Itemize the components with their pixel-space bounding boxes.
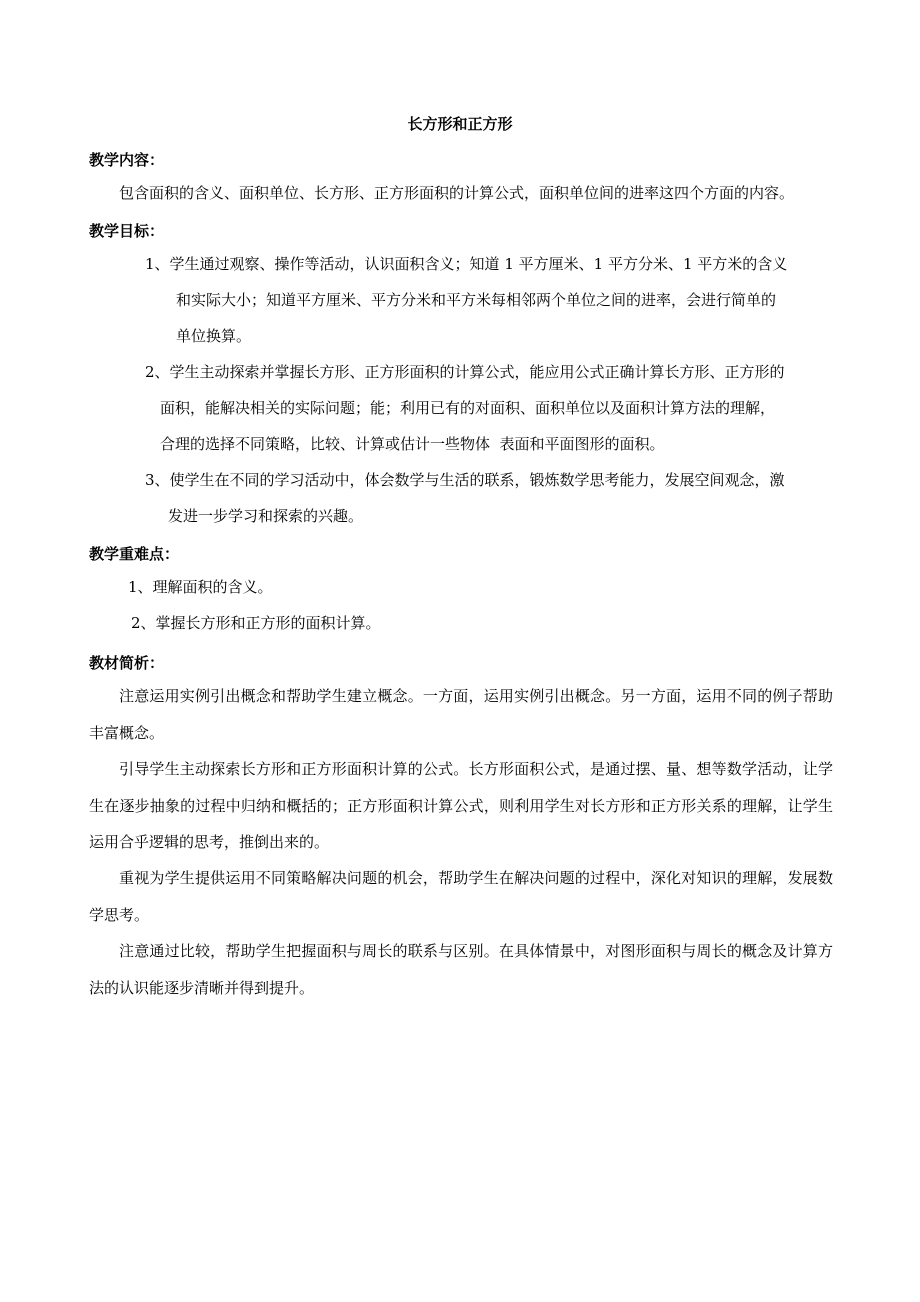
- goal-item-2-line-1: 2、学生主动探索并掌握长方形、正方形面积的计算公式，能应用公式正确计算长方形、正方形的: [145, 363, 785, 381]
- key-point-item-1: 1、理解面积的含义。: [128, 578, 273, 596]
- goal-item-1-line-1: 1、学生通过观察、操作等活动，认识面积含义；知道 1 平方厘米、1 平方分米、1 平方米的含义: [145, 255, 788, 273]
- analysis-paragraph-3: 重视为学生提供运用不同策略解决问题的机会，帮助学生在解决问题的过程中，深化对知识的理解，发展数学思考。: [89, 869, 833, 924]
- page-title: 长方形和正方形: [407, 115, 513, 133]
- goal-item-1-line-3: 单位换算。: [176, 327, 252, 345]
- key-point-item-2: 2、掌握长方形和正方形的面积计算。: [131, 614, 381, 632]
- analysis-paragraph-4: 注意通过比较，帮助学生把握面积与周长的联系与区别。在具体情景中，对图形面积与周长的概念及计算方法的认识能逐步清晰并得到提升。: [89, 942, 833, 997]
- analysis-paragraph-1: 注意运用实例引出概念和帮助学生建立概念。一方面，运用实例引出概念。另一方面，运用不同的例子帮助丰富概念。: [89, 687, 833, 742]
- section-heading-goals: 教学目标：: [89, 222, 165, 240]
- goal-item-3-line-2: 发进一步学习和探索的兴趣。: [168, 507, 364, 525]
- section-heading-content: 教学内容：: [89, 151, 165, 169]
- goal-item-1-line-2: 和实际大小；知道平方厘米、平方分米和平方米每相邻两个单位之间的进率，会进行简单的: [176, 291, 777, 309]
- analysis-paragraph-2: 引导学生主动探索长方形和正方形面积计算的公式。长方形面积公式，是通过摆、量、想等数学活动，让学生在逐步抽象的过程中归纳和概括的；正方形面积计算公式，则利用学生对长方形和正方形关系的理解，让学生运用合乎逻辑的思考，推倒出来的。: [89, 760, 833, 851]
- content-paragraph: 包含面积的含义、面积单位、长方形、正方形面积的计算公式，面积单位间的进率这四个方面的内容。: [119, 184, 795, 202]
- section-heading-key-points: 教学重难点：: [89, 545, 180, 563]
- goal-item-2-line-2: 面积，能解决相关的实际问题；能；利用已有的对面积、面积单位以及面积计算方法的理解，: [160, 399, 776, 417]
- section-heading-analysis: 教材简析：: [89, 654, 165, 672]
- goal-item-2-line-3: 合理的选择不同策略，比较、计算或估计一些物体 表面和平面图形的面积。: [160, 435, 665, 453]
- goal-item-3-line-1: 3、使学生在不同的学习活动中，体会数学与生活的联系，锻炼数学思考能力，发展空间观念，激: [145, 471, 785, 489]
